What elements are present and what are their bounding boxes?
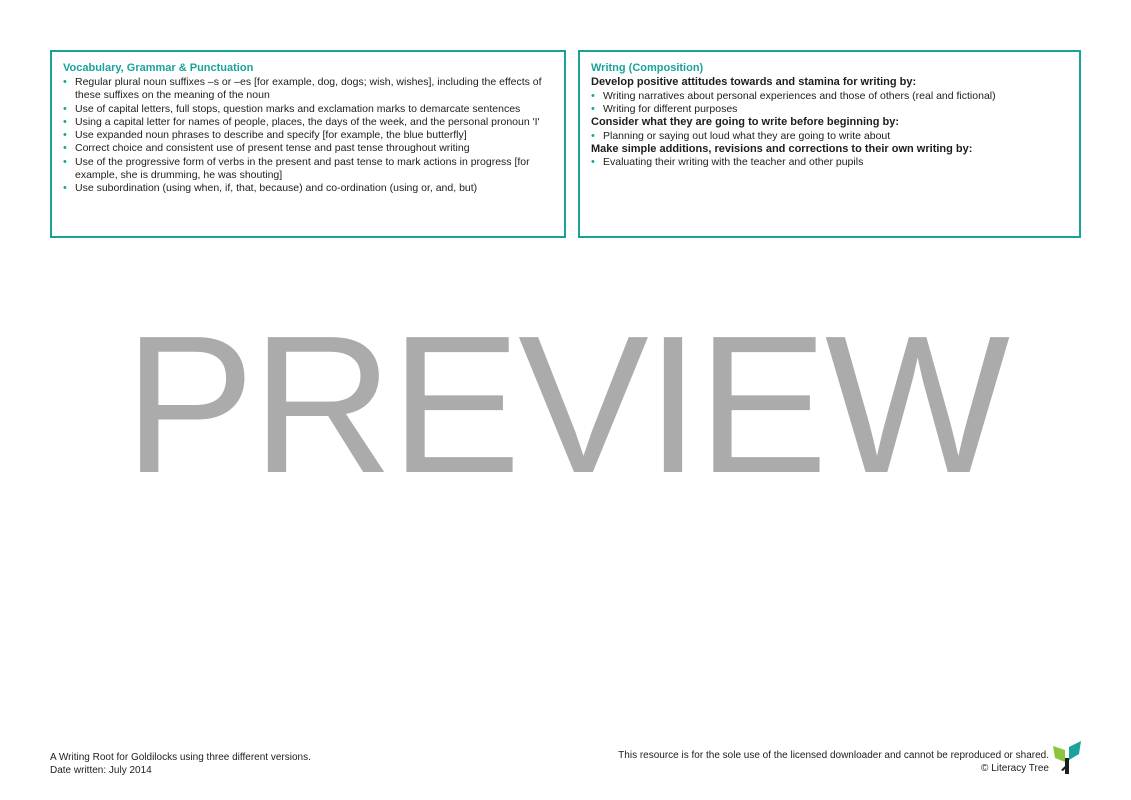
preview-watermark: PREVIEW xyxy=(124,295,1007,514)
bullet-icon: • xyxy=(63,76,67,88)
bullet-icon: • xyxy=(591,129,595,142)
bullet-icon: • xyxy=(63,182,67,195)
footer-date: Date written: July 2014 xyxy=(50,764,152,776)
list-item xyxy=(591,156,1068,169)
writing-box-title: Writng (Composition) xyxy=(591,62,704,74)
list-item-text: Writing narratives about personal experiences and those of others (real and fictional) xyxy=(603,89,996,102)
list-item-text: Writing for different purposes xyxy=(603,102,738,115)
footer-right xyxy=(618,750,1049,775)
section-heading: Make simple additions, revisions and corrections to their own writing by: xyxy=(591,142,973,155)
list-item-text: Using a capital letter for names of people, places, the days of the week, and the personal pronoun 'I' xyxy=(75,115,540,128)
section-heading: Develop positive attitudes towards and stamina for writing by: xyxy=(591,76,917,88)
writing-composition-box xyxy=(578,50,1081,238)
list-item xyxy=(63,76,553,103)
list-item xyxy=(63,116,553,129)
footer-copyright: © Literacy Tree xyxy=(981,762,1049,774)
bullet-icon: • xyxy=(63,155,67,168)
list-item-text: Use subordination (using when, if, that, because) and co-ordination (using or, and, but) xyxy=(75,182,478,195)
footer-left xyxy=(50,752,311,777)
footer-license-notice: This resource is for the sole use of the licensed downloader and cannot be reproduced or shared. xyxy=(618,750,1049,761)
logo-right-leaf xyxy=(1069,741,1081,760)
list-item xyxy=(63,156,553,183)
list-item xyxy=(591,130,1068,143)
list-item xyxy=(63,103,553,116)
list-item-text: Regular plural noun suffixes –s or –es [for example, dog, dogs; wish, wishes], including the effects of these suffixes on the meaning of the noun xyxy=(75,76,542,102)
vocabulary-list xyxy=(63,76,553,196)
list-item-text: Evaluating their writing with the teacher and other pupils xyxy=(603,156,864,169)
bullet-icon: • xyxy=(591,102,595,115)
list-item xyxy=(63,182,553,195)
list-item xyxy=(63,129,553,142)
list-item xyxy=(63,142,553,155)
bullet-icon: • xyxy=(591,156,595,169)
section-list xyxy=(591,130,1068,143)
list-item-text: Planning or saying out loud what they are going to write about xyxy=(603,129,891,142)
section-heading: Consider what they are going to write before beginning by: xyxy=(591,116,900,129)
bullet-icon: • xyxy=(63,115,67,128)
bullet-icon: • xyxy=(63,102,67,115)
bullet-icon: • xyxy=(63,142,67,155)
logo-left-leaf xyxy=(1053,746,1065,762)
vocabulary-box-title: Vocabulary, Grammar & Punctuation xyxy=(63,62,254,74)
bullet-icon: • xyxy=(63,129,67,142)
list-item-text: Use expanded noun phrases to describe and specify [for example, the blue butterfly] xyxy=(75,129,467,142)
list-item-text: Correct choice and consistent use of present tense and past tense throughout writing xyxy=(75,142,470,155)
footer-description: A Writing Root for Goldilocks using three different versions. xyxy=(50,752,311,763)
list-item-text: Use of the progressive form of verbs in the present and past tense to mark actions in progress [for example, she is drumming, he was shouting] xyxy=(75,155,530,182)
list-item xyxy=(591,90,1068,103)
vocabulary-grammar-punctuation-box xyxy=(50,50,566,238)
list-item xyxy=(591,103,1068,116)
list-item-text: Use of capital letters, full stops, question marks and exclamation marks to demarcate sentences xyxy=(75,102,521,115)
literacy-tree-logo-icon xyxy=(1052,740,1082,774)
section-list xyxy=(591,156,1068,169)
section-list xyxy=(591,90,1068,117)
bullet-icon: • xyxy=(591,89,595,102)
